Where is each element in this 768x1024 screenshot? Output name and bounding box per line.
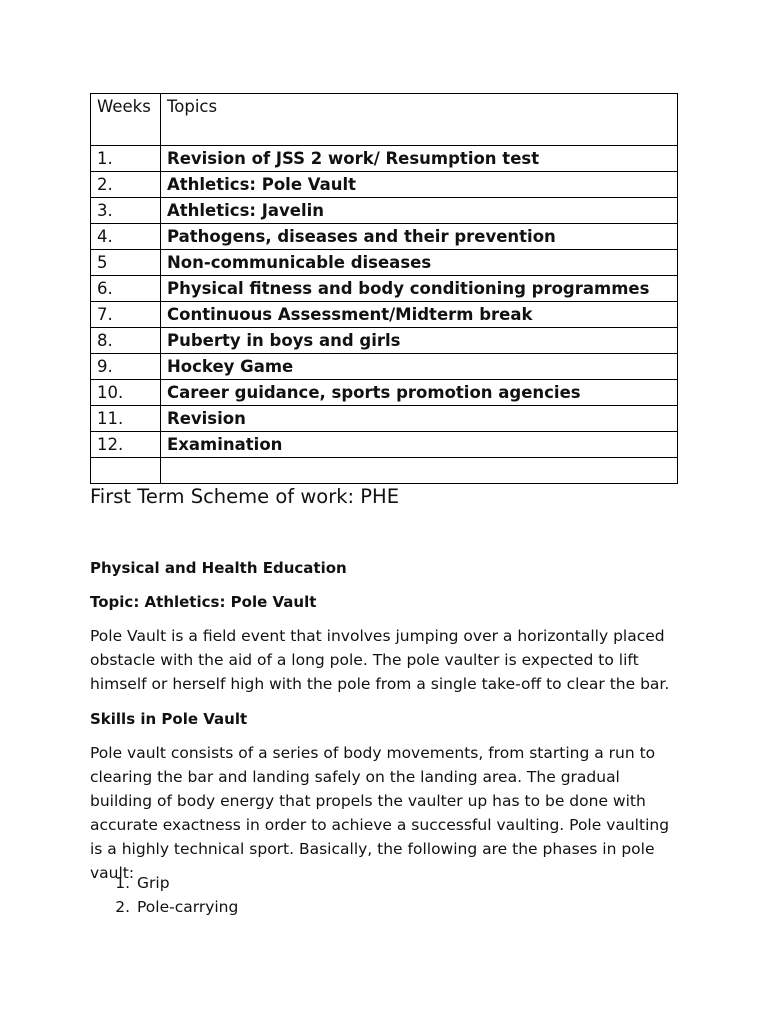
table-row: [91, 198, 678, 224]
table-row: [91, 328, 678, 354]
week-cell: 5: [91, 250, 161, 276]
table-row: [91, 302, 678, 328]
table-row: [91, 354, 678, 380]
week-cell: 11.: [91, 406, 161, 432]
table-row: [91, 172, 678, 198]
week-cell: 8.: [91, 328, 161, 354]
topic-cell: Athletics: Pole Vault: [161, 172, 678, 198]
intro-paragraph: Pole Vault is a field event that involves jumping over a horizontally placed obstacle with the aid of a long pole. The pole vaulter is expected to lift himself or herself high with the pole from a single take-off to clear the bar.: [90, 627, 670, 693]
topic-cell: Athletics: Javelin: [161, 198, 678, 224]
topic-cell: Pathogens, diseases and their prevention: [161, 224, 678, 250]
scheme-of-work-table: [90, 93, 678, 484]
topic-cell: Non-communicable diseases: [161, 250, 678, 276]
table-row: [91, 380, 678, 406]
table-row: [91, 432, 678, 458]
week-cell: 7.: [91, 302, 161, 328]
topic-cell: [161, 458, 678, 484]
list-item: 2. Pole-carrying: [135, 895, 238, 919]
week-cell: 4.: [91, 224, 161, 250]
table-row: [91, 224, 678, 250]
topics-column-header: Topics: [161, 94, 678, 146]
topic-cell: Career guidance, sports promotion agencies: [161, 380, 678, 406]
table-row: [91, 276, 678, 302]
week-cell: 9.: [91, 354, 161, 380]
document-title: First Term Scheme of work: PHE: [90, 485, 400, 508]
week-cell: 6.: [91, 276, 161, 302]
table-row-empty: [91, 458, 678, 484]
topic-cell: Continuous Assessment/Midterm break: [161, 302, 678, 328]
subject-heading: Physical and Health Education: [90, 559, 347, 577]
topic-cell: Examination: [161, 432, 678, 458]
phases-list: [90, 871, 238, 919]
skills-paragraph: Pole vault consists of a series of body movements, from starting a run to clearing the bar and landing safely on the landing area. The gradual building of body energy that propels the vaulter up has to be done with accurate exactness in order to achieve a successful vaulting. Pole vaulting is a highly technical sport. Basically, the following are the phases in pole vault:: [90, 744, 670, 882]
week-cell: 1.: [91, 146, 161, 172]
topic-cell: Puberty in boys and girls: [161, 328, 678, 354]
weeks-column-header: Weeks: [91, 94, 161, 146]
topic-cell: Revision: [161, 406, 678, 432]
week-cell: 10.: [91, 380, 161, 406]
list-item: 1. Grip: [135, 871, 238, 895]
topic-cell: Physical fitness and body conditioning programmes: [161, 276, 678, 302]
week-cell: 12.: [91, 432, 161, 458]
table-row: [91, 146, 678, 172]
week-cell: 3.: [91, 198, 161, 224]
table-row: [91, 250, 678, 276]
table-row: [91, 406, 678, 432]
topic-cell: Hockey Game: [161, 354, 678, 380]
table-header-row: [91, 94, 678, 146]
topic-cell: Revision of JSS 2 work/ Resumption test: [161, 146, 678, 172]
skills-heading: Skills in Pole Vault: [90, 710, 248, 728]
topic-heading: Topic: Athletics: Pole Vault: [90, 593, 317, 611]
week-cell: 2.: [91, 172, 161, 198]
week-cell: [91, 458, 161, 484]
